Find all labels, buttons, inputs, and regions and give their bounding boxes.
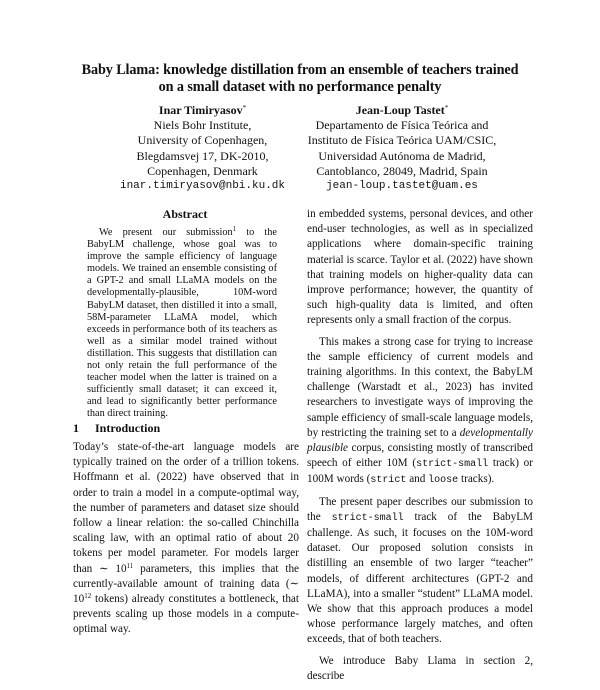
paper-title [40,62,560,96]
affiliation-line: Blegdamsvej 17, DK-2010, [136,148,269,163]
abstract-heading: Abstract [162,207,208,221]
affiliation-line: Departamento de Física Teórica and [315,118,489,133]
author-block-1 [95,103,310,194]
author-email[interactable]: inar.timiryasov@nbi.ku.dk [119,180,286,193]
affiliation-line: Copenhagen, Denmark [147,163,258,178]
author-email[interactable]: jean-loup.tastet@uam.es [326,180,478,193]
right-column-text [307,207,533,690]
paragraph: This makes a strong case for trying to increase the sample efficiency of current models and training algorithms. In this context, the BabyLM challenge (Warstadt et al., 2023) has invited researchers to investigate ways of improving the sample efficiency of small-scale language models, by restricting the training set to a developmentally plausible corpus, consisting mostly of transcribed speech of either 10M (strict-small track) or 100M words (strict and loose tracks). [307,335,533,487]
author-name: Inar Timiryasov* [158,103,247,117]
abstract-text: We present our submission$^1$ to the BabyLM challenge, whose goal was to improve the sample efficiency of language models. We trained an ensemble consisting of a GPT-2 and small LLaMA models on the developmentally-plausible, 10M-word BabyLM dataset, then distilled it into a small, 58M-parameter LLaMA model, which exceeds in performance both of its teachers as well as a similar model trained without distillation. This suggests that distillation can not only retain the full performance of the teacher model when the latter is trained on a sufficiently small dataset; it can exceed it, and lead to significantly better performance than direct training. [87,225,277,420]
paragraph: The present paper describes our submission to the strict-small track of the BabyLM challenge. As such, it focuses on the 10M-word dataset. Our proposed solution consists in distilling an ensemble of two larger “teacher” models, of different architectures (GPT-2 and LLaMA), into a smaller “student” LLaMA model. We show that this approach produces a model whose performance largely matches, and often exceeds, that of both teachers. [307,495,534,646]
affiliation-line: Universidad Autónoma de Madrid, [318,148,486,163]
affiliation-line: Instituto de Física Teórica UAM/CSIC, [307,133,497,148]
paragraph: in embedded systems, personal devices, and other end-user technologies, as well as in specialized applications where domain-specific training material is scarce. Taylor et al. (2022) have shown that training models on higher-quality data can improve performance; however, the quantity of such high-quality data is limited, and often represents only a small fraction of the corpus. [307,208,533,327]
section-heading-introduction: 1 Introduction [73,421,161,435]
introduction-paragraph: Today’s state-of-the-art language models are typically trained on the order of a trillion tokens. Hoffmann et al. (2022) have observed that in order to train a model in a compute-optimal way, the number of parameters and dataset size should follow a linear relation: the so-called Chinchilla scaling law, with an optimal ratio of about 20 tokens per model parameter. For models larger than ∼ $10^{11}$ parameters, this implies that the currently-available amount of training data (∼ $10^{12}$ tokens) already constitutes a bottleneck, that prevents scaling up those models in a compute-optimal way. [73,441,299,636]
affiliation-line: Niels Bohr Institute, [153,118,252,133]
affiliation-line: University of Copenhagen, [137,133,268,148]
title-line-1: Baby Llama: knowledge distillation from an ensemble of teachers trained [81,62,519,78]
title-line-2: on a small dataset with no performance penalty [158,79,442,95]
footnote-marker: 1 [232,225,237,233]
paragraph: We introduce Baby Llama in section 2, describe [307,654,533,682]
affiliation-line: Cantoblanco, 28049, Madrid, Spain [316,163,488,178]
author-block-2 [282,103,522,194]
author-name: Jean-Loup Tastet* [355,103,449,117]
